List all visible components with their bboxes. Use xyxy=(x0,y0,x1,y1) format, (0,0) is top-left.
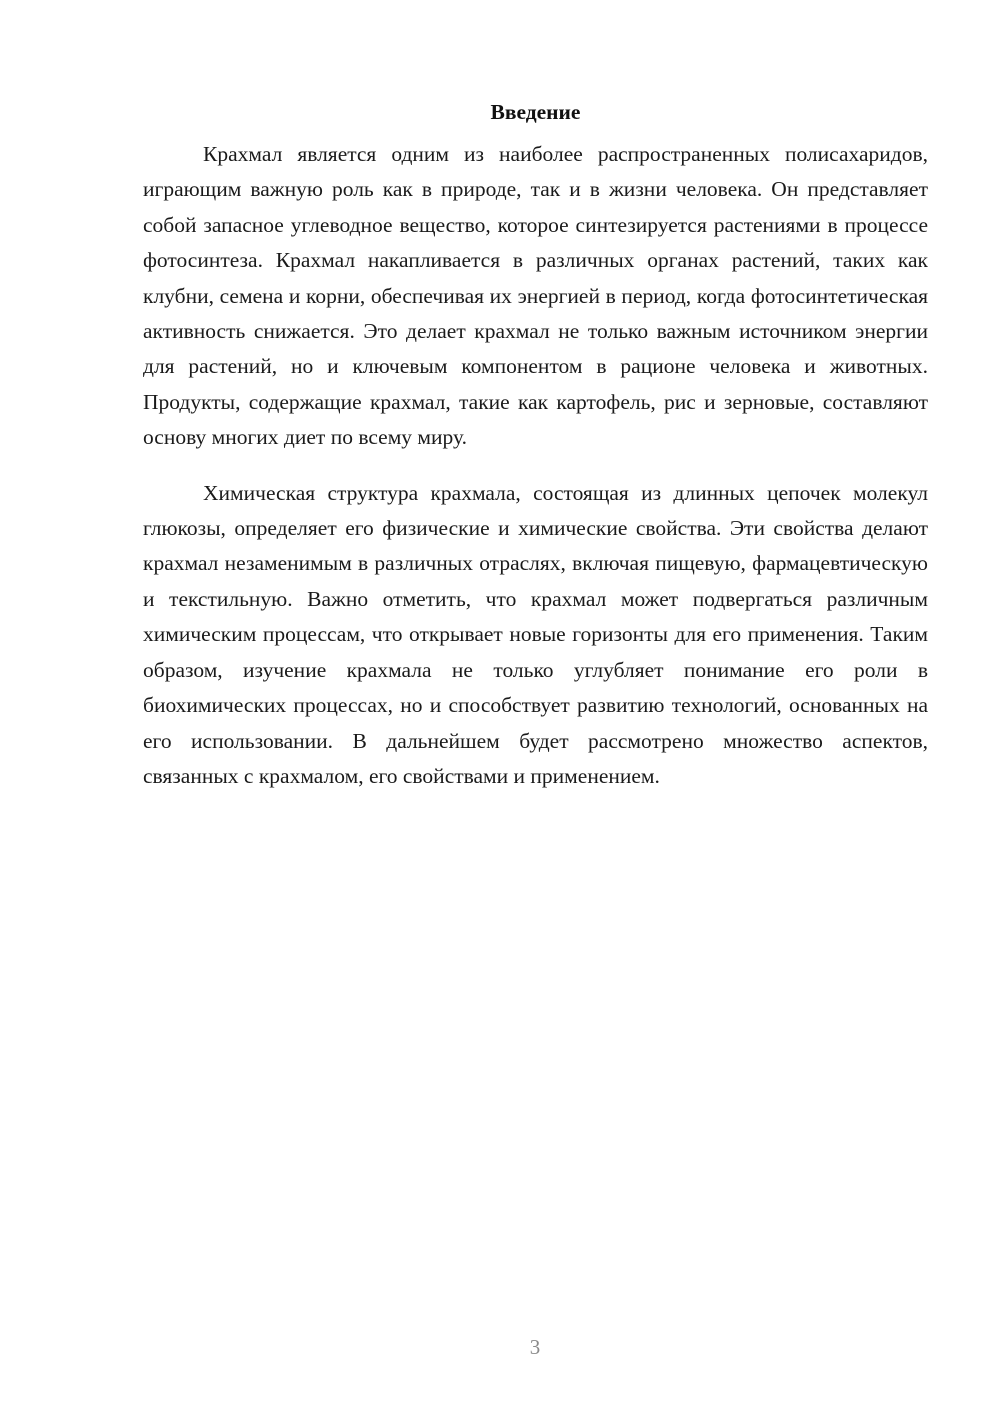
section-title: Введение xyxy=(490,100,581,124)
page-content xyxy=(143,96,928,794)
paragraph-intro-starch: Крахмал является одним из наиболее распространенных полисахаридов, играющим важную роль как в природе, так и в жизни человека. Он представляет собой запасное углеводное вещество, которое синтезируется растениями в процессе фотосинтеза. Крахмал накапливается в различных органах растений, таких как клубни, семена и корни, обеспечивая их энергией в период, когда фотосинтетическая активность снижается. Это делает крахмал не только важным источником энергии для растений, но и ключевым компонентом в рационе человека и животных. Продукты, содержащие крахмал, такие как картофель, рис и зерновые, составляют основу многих диет по всему миру. xyxy=(143,142,928,450)
page-number: 3 xyxy=(529,1335,541,1359)
paragraph-chemical-structure: Химическая структура крахмала, состоящая из длинных цепочек молекул глюкозы, определяет его физические и химические свойства. Эти свойства делают крахмал незаменимым в различных отраслях, включая пищевую, фармацевтическую и текстильную. Важно отметить, что крахмал может подвергаться различным химическим процессам, что открывает новые горизонты для его применения. Таким образом, изучение крахмала не только углубляет понимание его роли в биохимических процессах, но и способствует развитию технологий, основанных на его использовании. В дальнейшем будет рассмотрено множество аспектов, связанных с крахмалом, его свойствами и применением. xyxy=(143,480,928,788)
